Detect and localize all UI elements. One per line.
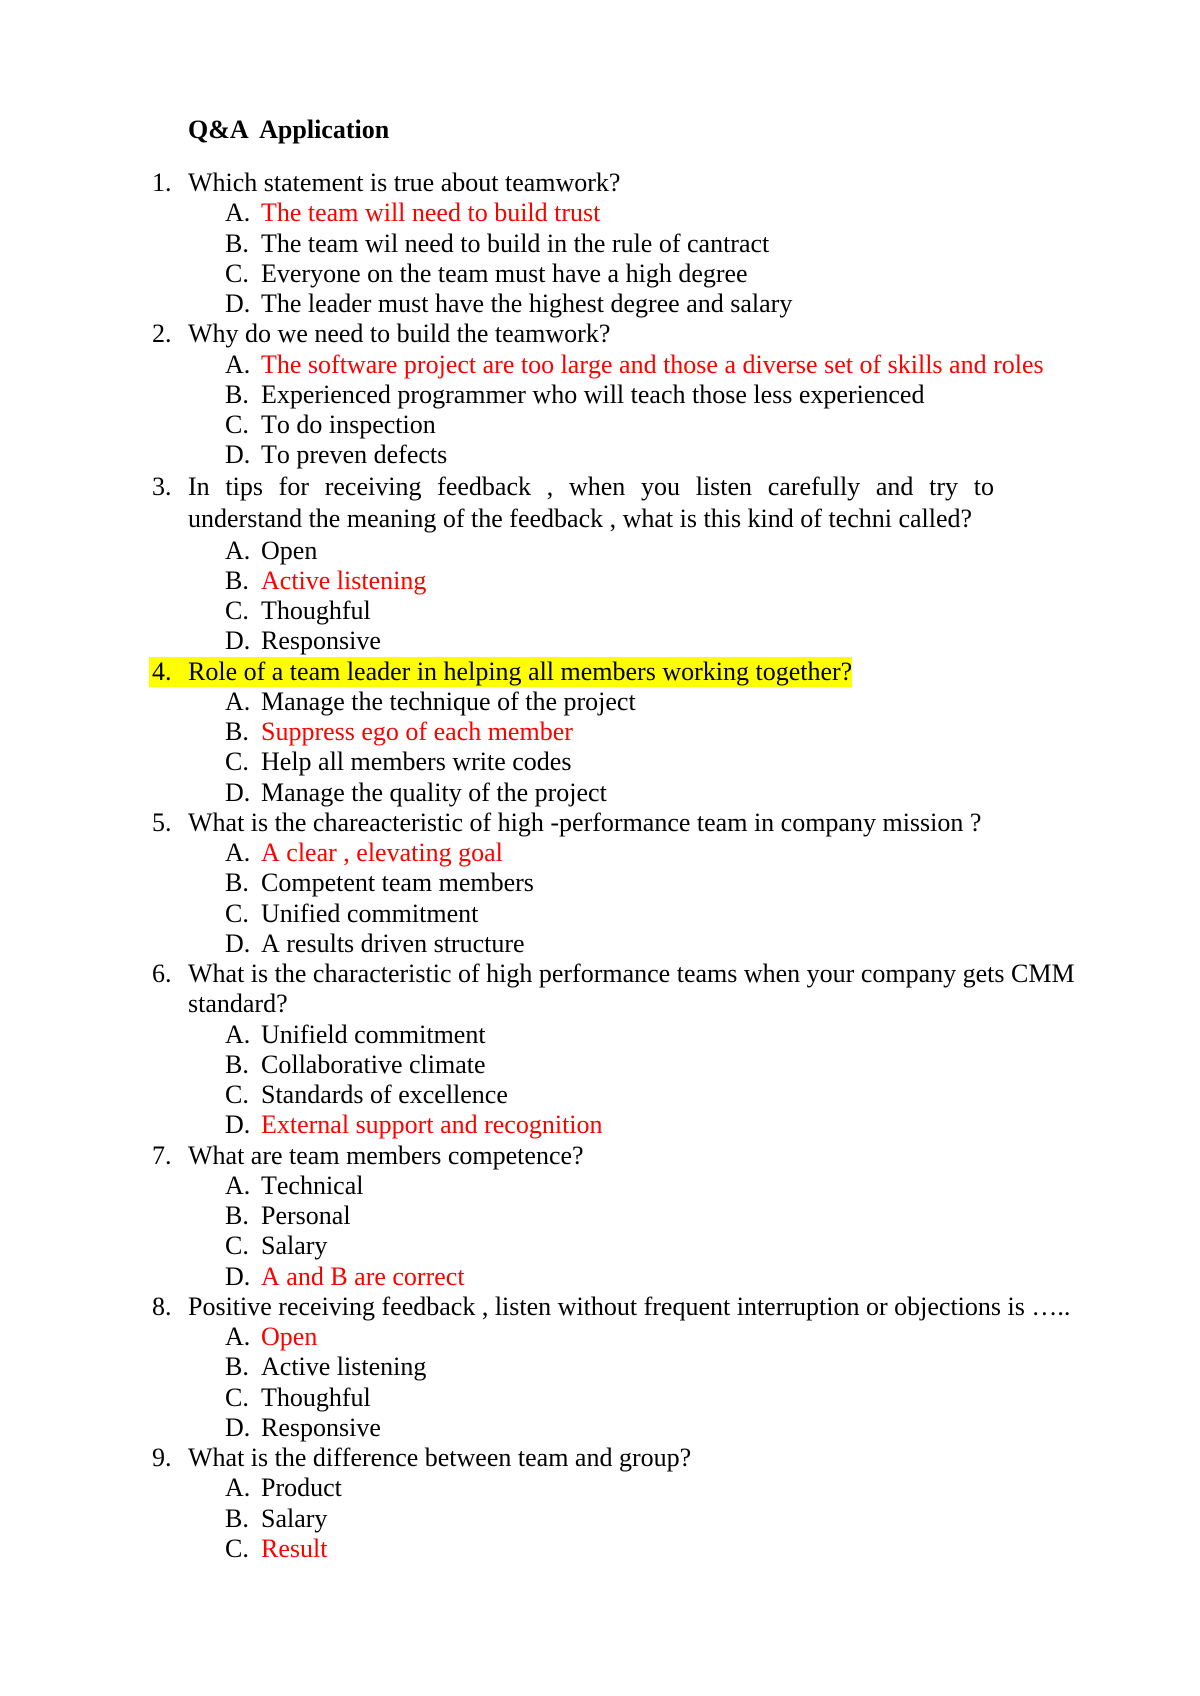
option-letter: A. bbox=[225, 686, 251, 716]
option-letter: D. bbox=[225, 1110, 251, 1140]
question-text: What is the difference between team and group? bbox=[188, 1443, 692, 1473]
question-line bbox=[0, 1141, 1200, 1171]
option-letter: A. bbox=[225, 1019, 251, 1049]
question-text: What is the characteristic of high performance teams when your company gets CMM standard? bbox=[188, 959, 1075, 1019]
answer-option-d bbox=[0, 1413, 1200, 1443]
answer-option-a bbox=[0, 1473, 1200, 1503]
answer-option-a bbox=[0, 687, 1200, 717]
option-text: Manage the quality of the project bbox=[261, 777, 607, 807]
question-number: 6. bbox=[152, 959, 172, 989]
option-letter: A. bbox=[225, 838, 251, 868]
option-letter: C. bbox=[225, 898, 249, 928]
option-text: To do inspection bbox=[261, 410, 436, 439]
question-item-1 bbox=[0, 168, 1200, 319]
option-text: Salary bbox=[261, 1231, 328, 1261]
option-text: The leader must have the highest degree and salary bbox=[261, 289, 793, 318]
option-letter: B. bbox=[225, 1503, 249, 1533]
option-text: Standards of excellence bbox=[261, 1080, 508, 1110]
answer-option-b bbox=[0, 1504, 1200, 1534]
option-letter: A. bbox=[225, 1170, 251, 1200]
option-letter: A. bbox=[225, 535, 251, 565]
option-text: Technical bbox=[261, 1170, 364, 1200]
question-list bbox=[0, 168, 1200, 1564]
answer-option-d bbox=[0, 929, 1200, 959]
option-text: Manage the technique of the project bbox=[261, 686, 636, 716]
option-letter: B. bbox=[225, 228, 249, 258]
question-line bbox=[0, 959, 1200, 1020]
option-text: A and B are correct bbox=[261, 1261, 465, 1291]
option-text: Responsive bbox=[261, 1412, 381, 1442]
question-text: In tips for receiving feedback , when you listen carefully and try to understand the meaning of the feedback , what is this kind of techni called? bbox=[188, 471, 994, 534]
option-text: The team will need to build trust bbox=[261, 198, 601, 228]
question-line bbox=[0, 657, 1200, 687]
answer-option-c bbox=[0, 899, 1200, 929]
answer-option-c bbox=[0, 1080, 1200, 1110]
answer-option-b bbox=[0, 229, 1200, 259]
option-text: Active listening bbox=[261, 565, 427, 595]
question-item-8 bbox=[0, 1292, 1200, 1443]
question-text: What are team members competence? bbox=[188, 1140, 584, 1170]
answer-option-c bbox=[0, 259, 1200, 289]
option-text: Open bbox=[261, 1322, 318, 1352]
option-text: Competent team members bbox=[261, 868, 534, 898]
option-text: The team wil need to build in the rule of cantract bbox=[261, 228, 770, 258]
option-letter: D. bbox=[225, 626, 251, 656]
answer-option-b bbox=[0, 1352, 1200, 1382]
answer-option-c bbox=[0, 747, 1200, 777]
question-item-5 bbox=[0, 808, 1200, 959]
option-text: Unified commitment bbox=[261, 898, 479, 928]
option-letter: D. bbox=[225, 928, 251, 958]
question-number: 1. bbox=[152, 168, 172, 197]
answer-option-c bbox=[0, 596, 1200, 626]
answer-option-d bbox=[0, 289, 1200, 319]
option-letter: A. bbox=[225, 349, 251, 379]
question-text: Role of a team leader in helping all members working together? bbox=[188, 656, 853, 686]
option-letter: C. bbox=[225, 1080, 249, 1110]
option-letter: C. bbox=[225, 1231, 249, 1261]
answer-option-a bbox=[0, 1322, 1200, 1352]
option-letter: B. bbox=[225, 717, 249, 747]
option-text: Active listening bbox=[261, 1352, 427, 1382]
answer-option-c bbox=[0, 410, 1200, 440]
question-item-6 bbox=[0, 959, 1200, 1141]
option-text: Suppress ego of each member bbox=[261, 717, 573, 747]
option-text: Salary bbox=[261, 1503, 328, 1533]
option-letter: B. bbox=[225, 1352, 249, 1382]
answer-option-a bbox=[0, 1171, 1200, 1201]
answer-option-d bbox=[0, 440, 1200, 470]
option-letter: D. bbox=[225, 777, 251, 807]
option-text: To preven defects bbox=[261, 440, 448, 470]
option-letter: D. bbox=[225, 289, 251, 318]
question-line bbox=[0, 319, 1200, 349]
question-line bbox=[0, 1443, 1200, 1473]
option-text: Everyone on the team must have a high degree bbox=[261, 258, 748, 288]
option-letter: D. bbox=[225, 440, 251, 470]
question-text: What is the chareacteristic of high -performance team in company mission ? bbox=[188, 807, 982, 837]
answer-option-a bbox=[0, 838, 1200, 868]
answer-option-c bbox=[0, 1383, 1200, 1413]
answer-option-b bbox=[0, 1201, 1200, 1231]
option-text: Collaborative climate bbox=[261, 1049, 486, 1079]
option-letter: B. bbox=[225, 379, 249, 409]
option-text: A results driven structure bbox=[261, 928, 525, 958]
option-letter: C. bbox=[225, 410, 249, 439]
question-line bbox=[0, 1292, 1200, 1322]
option-letter: A. bbox=[225, 1473, 251, 1503]
question-number: 7. bbox=[152, 1140, 172, 1170]
question-item-9 bbox=[0, 1443, 1200, 1564]
answer-option-a bbox=[0, 350, 1200, 380]
answer-option-b bbox=[0, 868, 1200, 898]
option-letter: B. bbox=[225, 1201, 249, 1231]
option-text: External support and recognition bbox=[261, 1110, 603, 1140]
answer-option-c bbox=[0, 1231, 1200, 1261]
question-number: 4. bbox=[149, 657, 188, 687]
answer-option-b bbox=[0, 566, 1200, 596]
question-line bbox=[0, 808, 1200, 838]
question-item-4 bbox=[0, 657, 1200, 808]
question-line bbox=[0, 168, 1200, 198]
question-number: 8. bbox=[152, 1291, 172, 1321]
option-letter: C. bbox=[225, 747, 249, 777]
option-text: A clear , elevating goal bbox=[261, 838, 503, 868]
answer-option-d bbox=[0, 1262, 1200, 1292]
option-text: The software project are too large and those a diverse set of skills and roles bbox=[261, 349, 1044, 379]
answer-option-b bbox=[0, 717, 1200, 747]
option-letter: A. bbox=[225, 1322, 251, 1352]
option-text: Thoughful bbox=[261, 1382, 371, 1412]
option-letter: C. bbox=[225, 596, 249, 626]
option-text: Product bbox=[261, 1473, 342, 1503]
answer-option-a bbox=[0, 536, 1200, 566]
question-item-2 bbox=[0, 319, 1200, 470]
option-letter: C. bbox=[225, 1533, 249, 1563]
option-text: Help all members write codes bbox=[261, 747, 572, 777]
option-text: Result bbox=[261, 1533, 328, 1563]
answer-option-d bbox=[0, 1110, 1200, 1140]
question-number: 3. bbox=[152, 471, 172, 501]
answer-option-b bbox=[0, 1050, 1200, 1080]
option-letter: D. bbox=[225, 1261, 251, 1291]
option-letter: C. bbox=[225, 258, 249, 288]
question-number: 5. bbox=[152, 807, 172, 837]
question-item-7 bbox=[0, 1141, 1200, 1292]
option-text: Personal bbox=[261, 1201, 351, 1231]
answer-option-a bbox=[0, 198, 1200, 228]
question-text: Which statement is true about teamwork? bbox=[188, 168, 621, 197]
question-text: Why do we need to build the teamwork? bbox=[188, 319, 611, 349]
option-text: Experienced programmer who will teach those less experienced bbox=[261, 379, 925, 409]
answer-option-c bbox=[0, 1534, 1200, 1564]
question-number: 9. bbox=[152, 1443, 172, 1473]
document-title: Q&A Application bbox=[188, 115, 390, 144]
option-text: Open bbox=[261, 535, 318, 565]
question-item-3 bbox=[0, 471, 1200, 657]
option-letter: B. bbox=[225, 565, 249, 595]
question-line bbox=[0, 471, 1200, 536]
option-text: Thoughful bbox=[261, 596, 371, 626]
option-text: Unifield commitment bbox=[261, 1019, 486, 1049]
question-number: 2. bbox=[152, 319, 172, 349]
option-letter: D. bbox=[225, 1412, 251, 1442]
option-letter: B. bbox=[225, 1049, 249, 1079]
answer-option-b bbox=[0, 380, 1200, 410]
question-text: Positive receiving feedback , listen without frequent interruption or objections is ….. bbox=[188, 1291, 1071, 1321]
option-text: Responsive bbox=[261, 626, 381, 656]
answer-option-d bbox=[0, 778, 1200, 808]
option-letter: C. bbox=[225, 1382, 249, 1412]
option-letter: A. bbox=[225, 198, 251, 228]
answer-option-a bbox=[0, 1020, 1200, 1050]
option-letter: B. bbox=[225, 868, 249, 898]
answer-option-d bbox=[0, 626, 1200, 656]
